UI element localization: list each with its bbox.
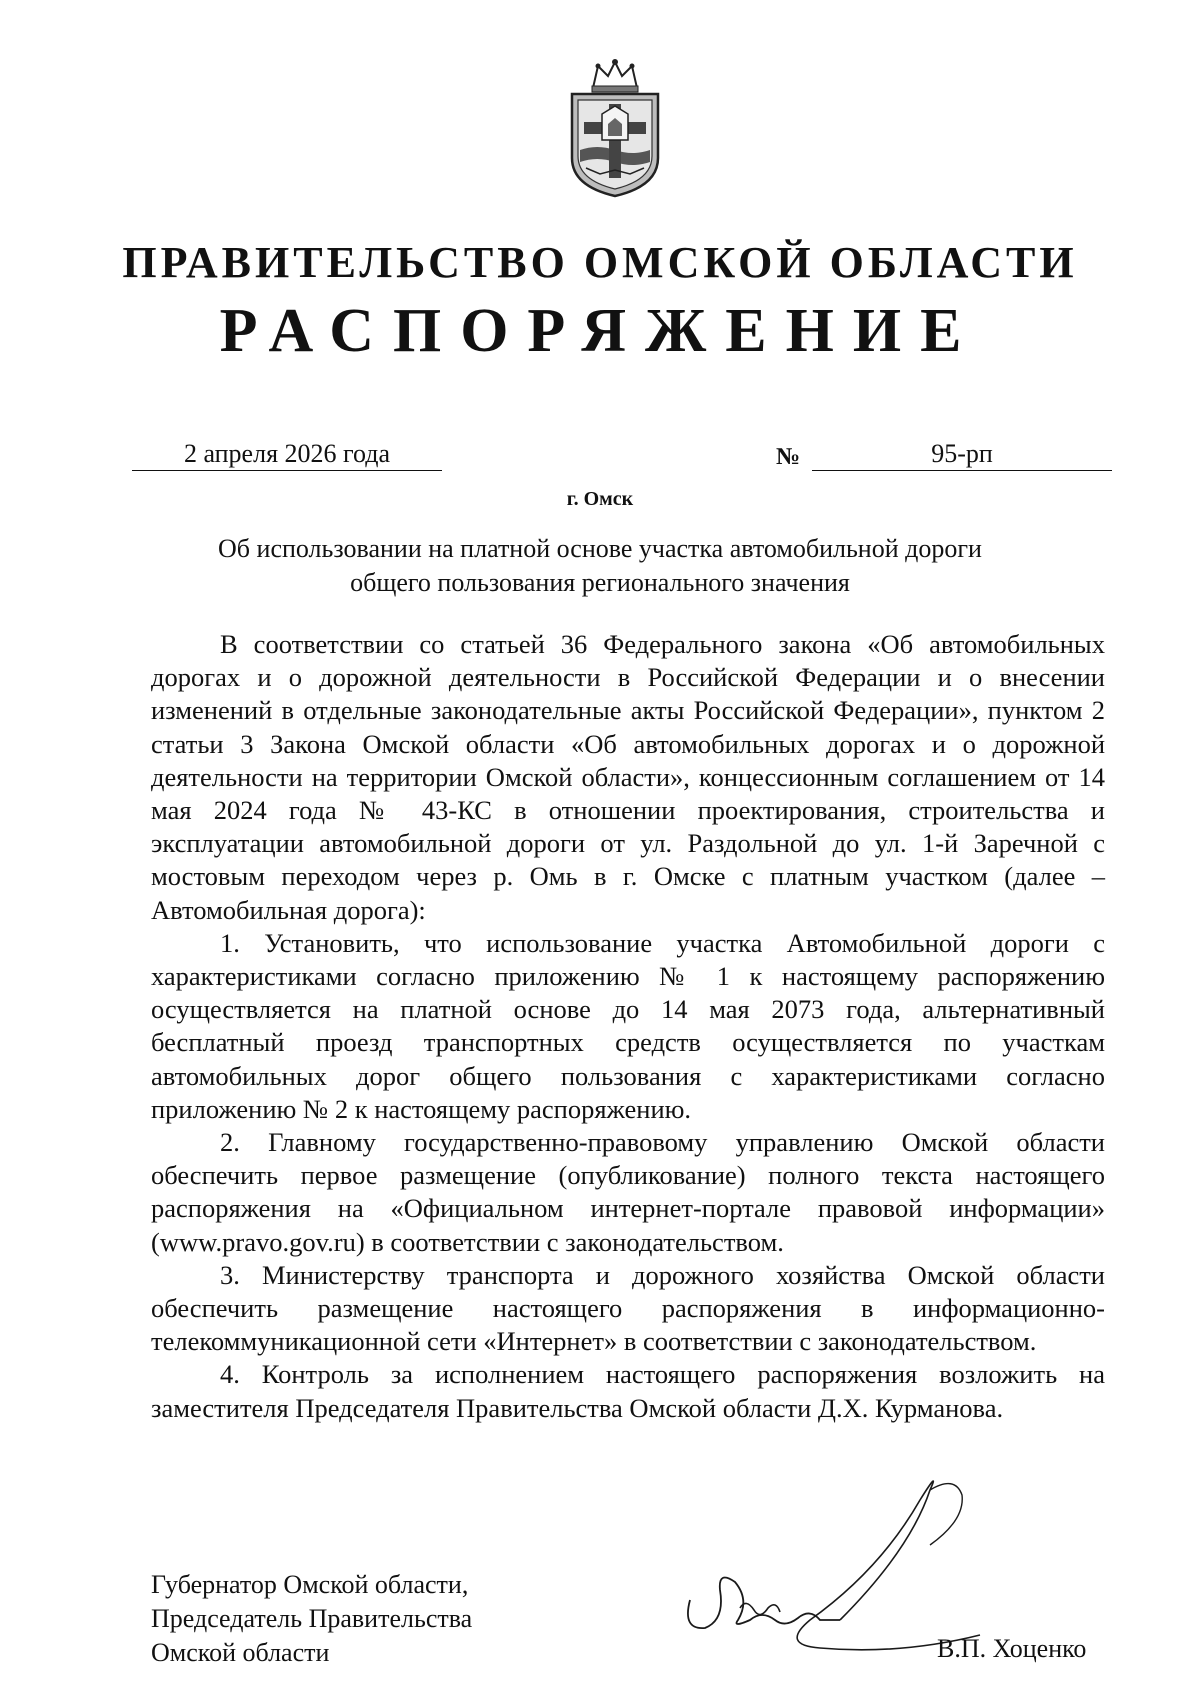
body-item-2: 2. Главному государственно-правовому управлению Омской области обеспечить первое размещение (опубликование) полного текста настоящего распоряжения на «Официальном интернет-портале правовой информации» (www.pravo.gov.ru) в соответствии с законодательством. — [151, 1127, 1105, 1257]
subject-line: общего пользования регионального значения — [350, 568, 850, 597]
document-number-label: № — [776, 444, 801, 470]
signer-title-line: Омской области — [151, 1638, 330, 1667]
body-item-1: 1. Установить, что использование участка Автомобильной дороги с характеристиками согласно приложению № 1 к настоящему распоряжению осуществляется на платной основе до 14 мая 2073 года, альтернативный бесплатный проезд транспортных средств осуществляется по участкам автомобильных дорог общего пользования с характеристиками согласно приложению № 2 к настоящему распоряжению. — [151, 927, 1105, 1124]
signer-title — [151, 1568, 472, 1670]
subject-line: Об использовании на платной основе участка автомобильной дороги — [218, 534, 982, 563]
signer-name: В.П. Хоценко — [937, 1634, 1087, 1663]
document-number: 95-рп — [812, 438, 1112, 471]
body-item-4: 4. Контроль за исполнением настоящего распоряжения возложить на заместителя Председателя Правительства Омской области Д.Х. Курманова. — [151, 1359, 1105, 1423]
document-type-title: РАСПОРЯЖЕНИЕ — [219, 297, 981, 365]
body-preamble: В соответствии со статьей 36 Федерального закона «Об автомобильных дорогах и о дорожной деятельности в Российской Федерации и о внесении изменений в отдельные законодательные акты Российской Федерации», пунктом 2 статьи 3 Закона Омской области «Об автомобильных дорогах и о дорожной деятельности на территории Омской области», концессионным соглашением от 14 мая 2024 года № 43-КС в отношении проектирования, строительства и эксплуатации автомобильной дороги от ул. Раздольной до ул. 1-й Заречной с мостовым переходом через р. Омь в г. Омске с платным участком (далее – Автомобильная дорога): — [151, 629, 1105, 925]
document-body — [151, 628, 1105, 1425]
signer-title-line: Председатель Правительства — [151, 1604, 473, 1633]
signer-title-line: Губернатор Омской области, — [151, 1570, 469, 1599]
document-subject — [150, 532, 1050, 600]
body-item-3: 3. Министерству транспорта и дорожного хозяйства Омской области обеспечить размещение настоящего распоряжения в информационно-телекоммуникационной сети «Интернет» в соответствии с законодательством. — [151, 1259, 1105, 1357]
organization-title: ПРАВИТЕЛЬСТВО ОМСКОЙ ОБЛАСТИ — [122, 238, 1078, 287]
document-date: 2 апреля 2026 года — [132, 438, 442, 471]
document-city: г. Омск — [566, 488, 634, 510]
omsk-oblast-coat-of-arms-icon — [560, 58, 670, 198]
